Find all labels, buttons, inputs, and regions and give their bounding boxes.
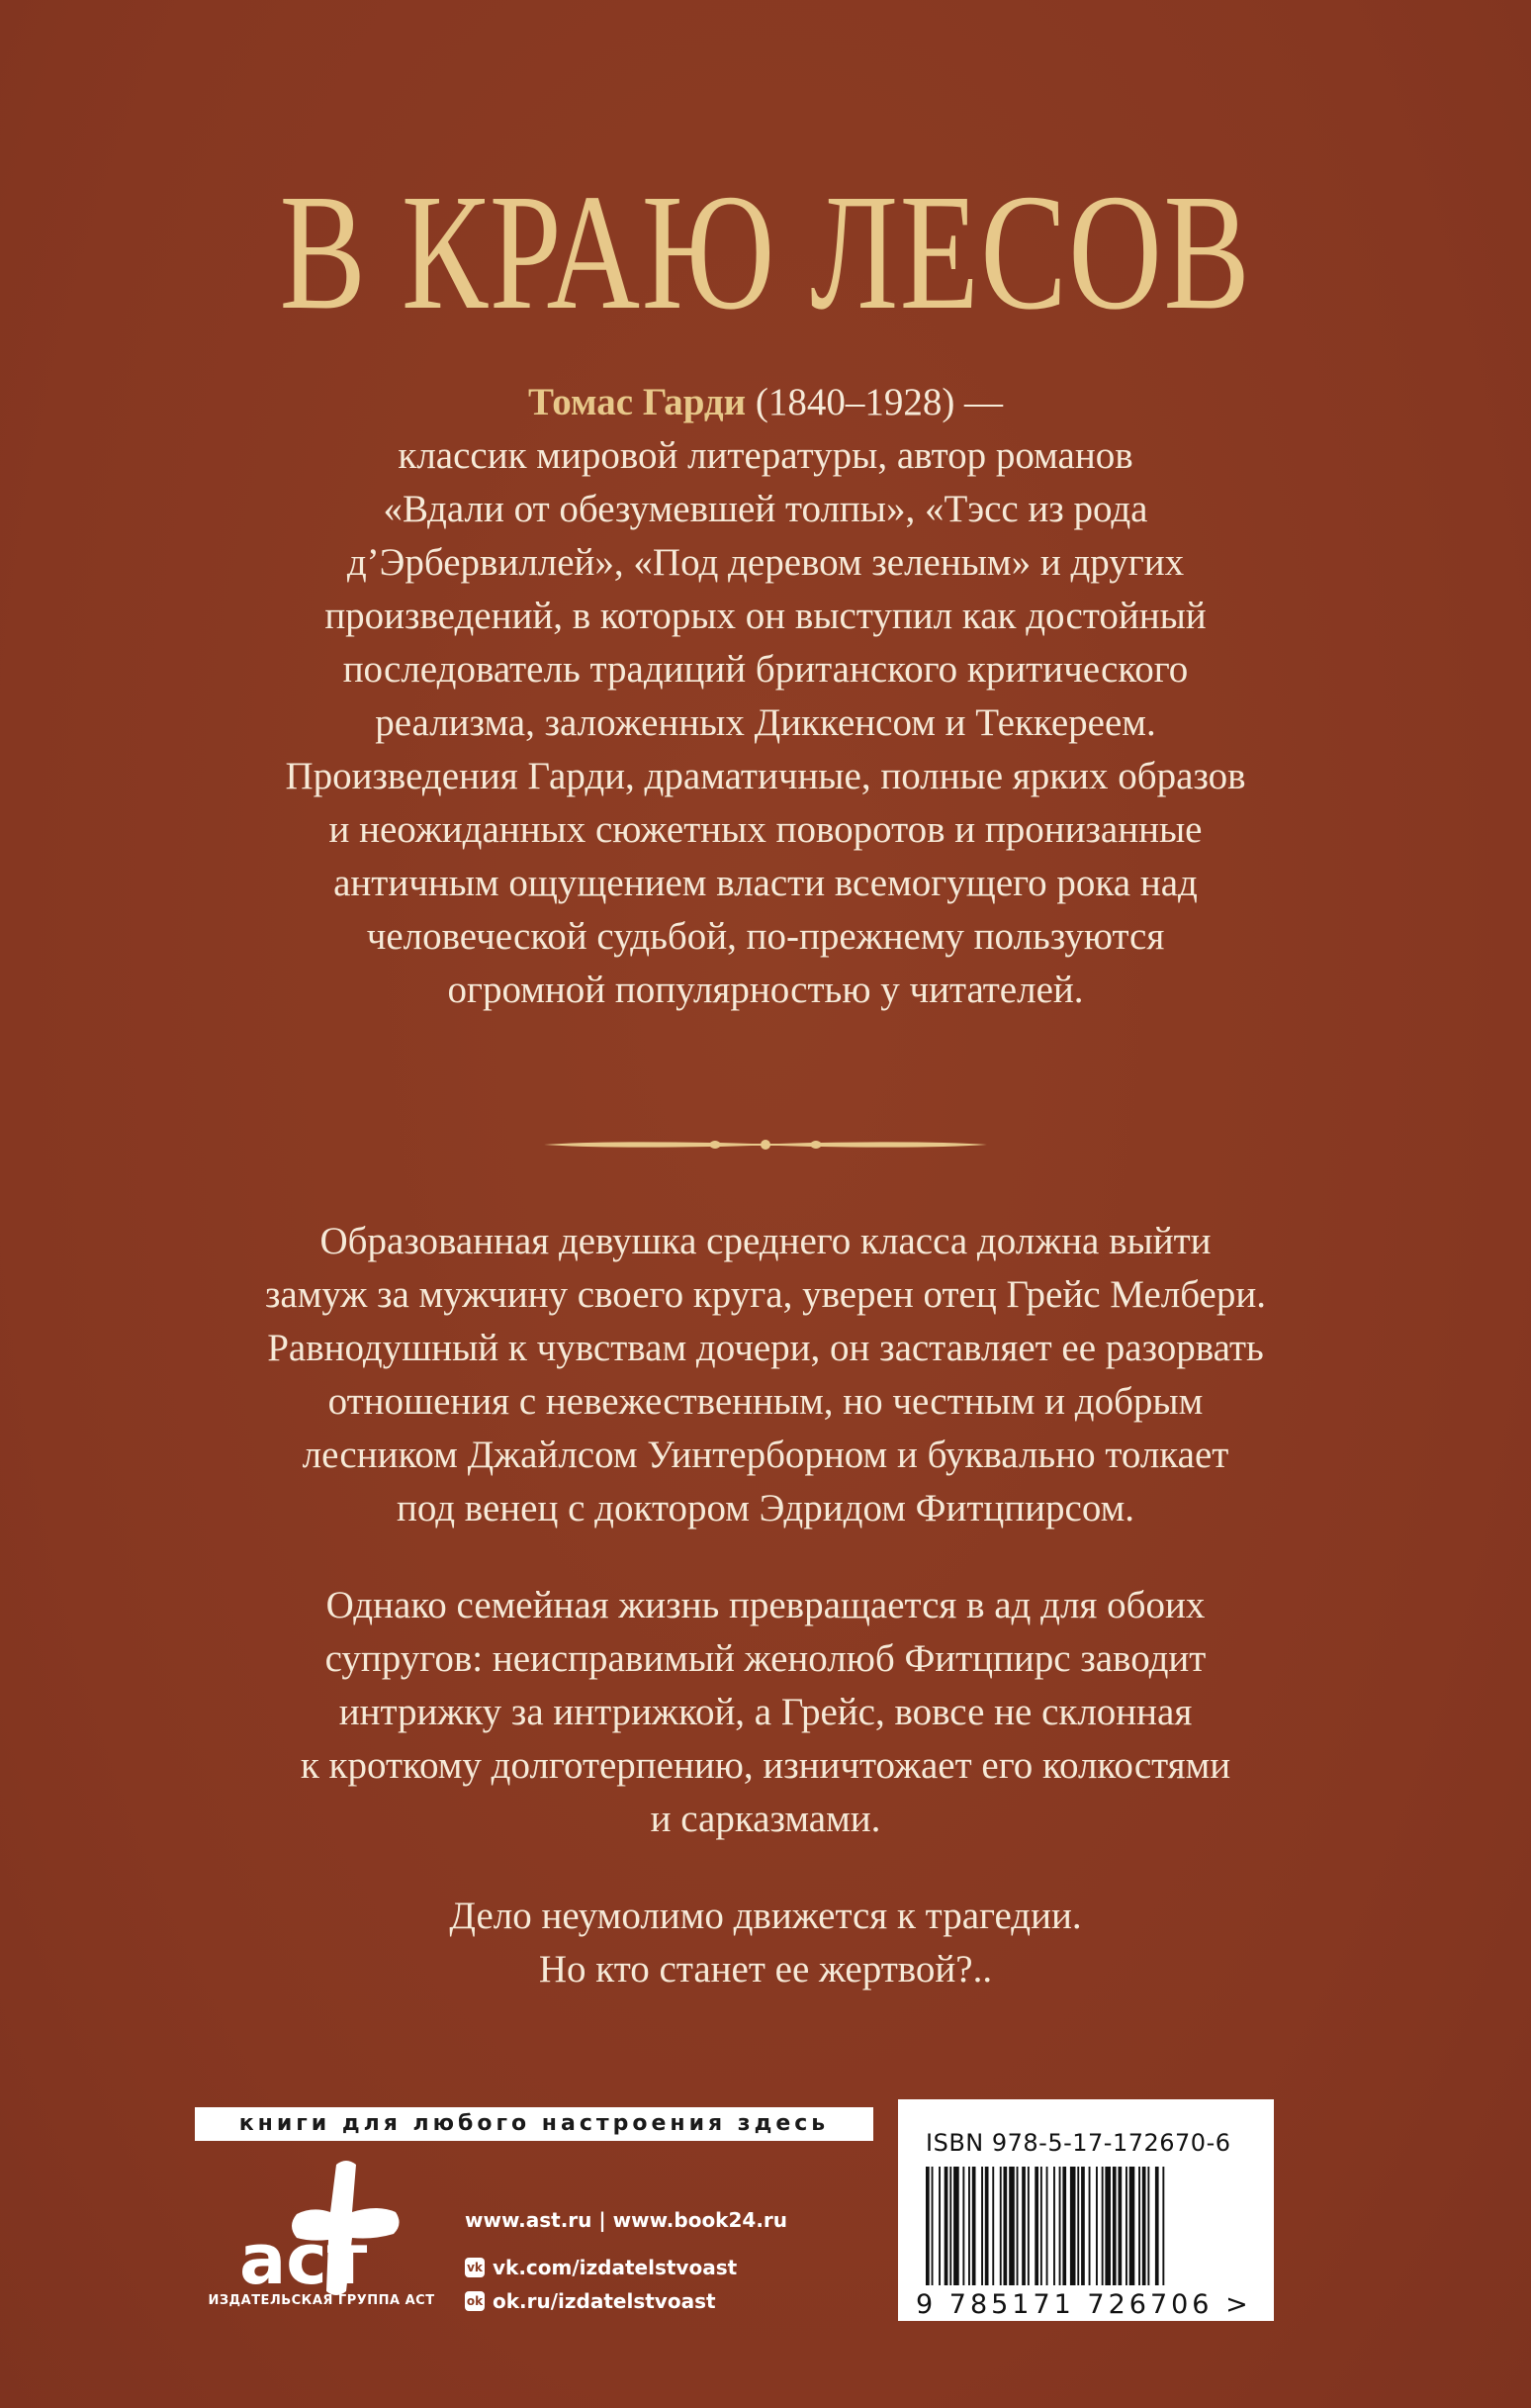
synopsis-paragraph	[119, 1890, 1412, 1996]
barcode-bar	[1009, 2167, 1015, 2285]
barcode-bar	[1028, 2167, 1030, 2285]
synopsis-paragraph	[119, 1579, 1412, 1846]
vk-link[interactable]: vk.com/izdatelstvoast	[493, 2256, 738, 2279]
synopsis-line: Однако семейная жизнь превращается в ад для обоих	[325, 1584, 1206, 1626]
bio-line: огромной популярностью у читателей.	[447, 969, 1084, 1011]
barcode-bar	[1017, 2167, 1019, 2285]
vk-icon: vk	[465, 2258, 485, 2277]
book-title: В КРАЮ ЛЕСОВ	[279, 160, 1252, 344]
author-bio	[119, 376, 1412, 1017]
synopsis-line: лесником Джайлсом Уинтерборном и буквально толкает	[302, 1434, 1229, 1476]
synopsis-line: отношения с невежественным, но честным и добрым	[327, 1380, 1204, 1423]
bio-line: Произведения Гарди, драматичные, полные ярких образов	[285, 755, 1246, 797]
barcode-bar	[992, 2167, 994, 2285]
barcode-bar	[985, 2167, 989, 2285]
barcode	[920, 2167, 1246, 2285]
synopsis-paragraph	[119, 1215, 1412, 1535]
barcode-bar	[1081, 2167, 1085, 2285]
barcode-bar	[945, 2167, 948, 2285]
barcode-bar	[953, 2167, 959, 2285]
barcode-bar	[932, 2167, 934, 2285]
publisher-links	[465, 2203, 787, 2318]
vk-row	[465, 2251, 787, 2284]
synopsis-line: под венец с доктором Эдридом Фитцпирсом.	[396, 1487, 1135, 1529]
barcode-bar	[1129, 2167, 1135, 2285]
synopsis-line: супругов: неисправимый женолюб Фитцпирс заводит	[324, 1637, 1207, 1680]
barcode-bar	[1162, 2167, 1164, 2285]
barcode-bar	[1138, 2167, 1140, 2285]
barcode-bar	[1053, 2167, 1055, 2285]
barcode-bar	[1004, 2167, 1008, 2285]
barcode-bar	[968, 2167, 970, 2285]
isbn-number: ISBN 978-5-17-172670-6	[926, 2129, 1231, 2157]
barcode-bar	[1155, 2167, 1159, 2285]
ornament-divider	[542, 1135, 989, 1155]
synopsis-line: к кроткому долготерпению, изничтожает его колкостями	[300, 1744, 1231, 1787]
barcode-bar	[981, 2167, 983, 2285]
bio-line: произведений, в которых он выступил как достойный	[324, 595, 1207, 637]
barcode-bar	[1022, 2167, 1026, 2285]
bio-line: классик мировой литературы, автор романов	[398, 434, 1133, 477]
barcode-bar	[962, 2167, 964, 2285]
barcode-bar	[1096, 2167, 1098, 2285]
barcode-bar	[1089, 2167, 1091, 2285]
barcode-bar	[1126, 2167, 1127, 2285]
barcode-bar	[1105, 2167, 1111, 2285]
barcode-bar	[926, 2167, 930, 2285]
publisher-caption: ИЗДАТЕЛЬСКАЯ ГРУППА АСТ	[208, 2293, 435, 2308]
synopsis-line: и сарказмами.	[650, 1798, 881, 1840]
synopsis	[119, 1215, 1412, 2040]
bio-line: и неожиданных сюжетных поворотов и пронизанные	[328, 808, 1203, 851]
bio-line	[119, 376, 1412, 429]
synopsis-line: Но кто станет ее жертвой?..	[538, 1948, 993, 1991]
barcode-bar	[1102, 2167, 1104, 2285]
bio-line: последователь традиций британского критического	[342, 648, 1189, 691]
barcode-bar	[1000, 2167, 1002, 2285]
barcode-bar	[1147, 2167, 1149, 2285]
tagline-banner: книги для любого настроения здесь	[195, 2107, 873, 2141]
barcode-bar	[1059, 2167, 1061, 2285]
websites-row	[465, 2203, 787, 2237]
synopsis-line: интрижку за интрижкой, а Грейс, вовсе не склонная	[338, 1691, 1193, 1733]
synopsis-line: Равнодушный к чувствам дочери, он заставляет ее разорвать	[267, 1327, 1264, 1369]
publisher-logo-text: аст	[239, 2219, 368, 2300]
bio-line: античным ощущением власти всемогущего рока над	[333, 862, 1198, 904]
synopsis-line: Дело неумолимо движется к трагедии.	[449, 1895, 1082, 1937]
barcode-bar	[1142, 2167, 1146, 2285]
barcode-bar	[972, 2167, 976, 2285]
barcode-bar	[1113, 2167, 1117, 2285]
barcode-bar	[1077, 2167, 1079, 2285]
barcode-bar	[1062, 2167, 1066, 2285]
barcode-bar	[1040, 2167, 1042, 2285]
synopsis-line: Образованная девушка среднего класса должна выйти	[319, 1220, 1212, 1262]
bio-line: «Вдали от обезумевшей толпы», «Тэсс из рода	[383, 488, 1148, 530]
bio-line: реализма, заложенных Диккенсом и Теккереем.	[375, 701, 1156, 744]
ok-row	[465, 2284, 787, 2318]
barcode-bar	[1119, 2167, 1123, 2285]
barcode-bar	[1070, 2167, 1076, 2285]
ok-icon: ok	[465, 2291, 485, 2311]
bio-line: человеческой судьбой, по-прежнему пользуются	[366, 915, 1165, 958]
barcode-bar	[939, 2167, 941, 2285]
isbn-barcode-box	[898, 2099, 1274, 2321]
barcode-bar	[1035, 2167, 1038, 2285]
barcode-bar	[949, 2167, 951, 2285]
author-name: Томас Гарди	[527, 381, 747, 423]
bio-line: д’Эрбервиллей», «Под деревом зеленым» и других	[346, 541, 1185, 584]
synopsis-line: замуж за мужчину своего круга, уверен отец Грейс Мелбери.	[265, 1273, 1266, 1316]
ok-link[interactable]: ok.ru/izdatelstvoast	[493, 2289, 716, 2313]
author-dates: (1840–1928) —	[746, 381, 1004, 423]
barcode-bar	[1046, 2167, 1048, 2285]
ean-digits: 9 785171 726706 >	[916, 2289, 1252, 2320]
websites-link[interactable]: www.ast.ru | www.book24.ru	[465, 2208, 788, 2232]
